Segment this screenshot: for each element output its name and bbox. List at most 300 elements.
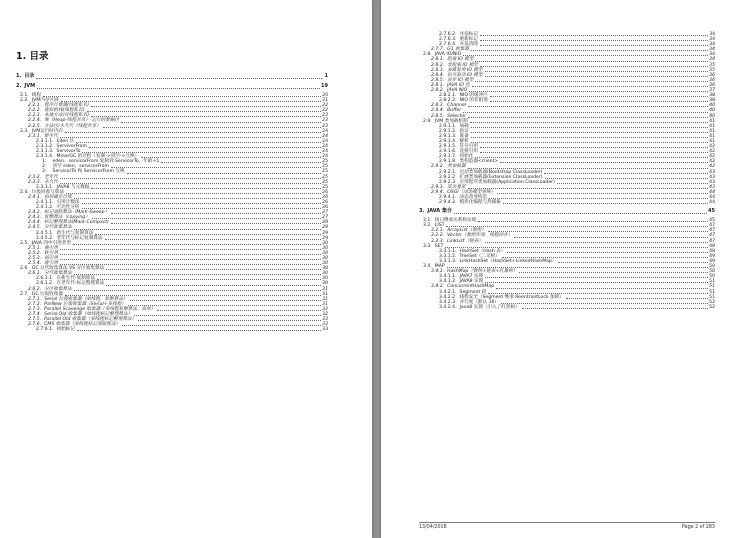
- toc-dot-leader: [91, 116, 321, 117]
- toc-entry-number: 2.5.: [20, 240, 29, 246]
- toc-entry-number: 2.8.1.: [431, 82, 445, 88]
- toc-dot-leader: [111, 213, 321, 214]
- toc-entry-title: 动态改变构造: [459, 195, 488, 200]
- toc-entry-title: 初始标记: [56, 327, 75, 333]
- toc-entry-page: 34: [709, 47, 715, 53]
- toc-dot-leader: [469, 91, 708, 92]
- toc-entry-page: 42: [709, 154, 715, 160]
- toc-entry-title: 并发清除: [459, 42, 478, 48]
- toc-entry-page: 49: [709, 258, 715, 264]
- toc-dot-leader: [480, 35, 708, 36]
- toc-dot-leader: [485, 282, 708, 283]
- toc-entry-number: 2.8.2.2.: [439, 98, 457, 104]
- toc-entry-page: 30: [322, 281, 328, 287]
- toc-entry-page: 51: [709, 294, 715, 300]
- toc-entry-number: 2.9.2.2.: [439, 174, 457, 180]
- toc-entry-title: 强引用: [44, 245, 58, 251]
- toc-dot-leader: [471, 132, 708, 133]
- toc-entry-page: 41: [709, 133, 715, 139]
- toc-dot-leader: [76, 142, 321, 143]
- toc-entry-page: 30: [322, 245, 328, 251]
- toc-entry-title: Java8 实现（引入了红黑树）: [459, 304, 520, 310]
- toc-dot-leader: [480, 152, 708, 153]
- toc-dot-leader: [475, 61, 708, 62]
- toc-entry-number: 2.3.1.: [28, 133, 42, 139]
- toc-entry-number: 2.8.4.: [431, 72, 445, 78]
- toc-dot-leader: [496, 288, 708, 289]
- toc-entry-title: JAVA8 与元数据: [56, 184, 90, 190]
- toc-dot-leader: [503, 203, 708, 204]
- toc-entry-page: 31: [322, 286, 328, 292]
- toc-entry-page: 30: [322, 271, 328, 277]
- toc-entry-page: 24: [322, 154, 328, 160]
- toc-entry-page: 30: [322, 240, 328, 246]
- toc-dot-leader: [82, 152, 321, 153]
- toc-entry-number: 2.9.2.: [431, 164, 445, 170]
- toc-entry-number: 2.8.3.: [431, 103, 445, 109]
- toc-entry-page: 25: [322, 159, 328, 165]
- toc-entry-number: 2.7.2.: [28, 301, 42, 307]
- toc-dot-leader: [485, 76, 709, 77]
- toc-entry-page: 24: [322, 133, 328, 139]
- toc-entry-title: 老年代: [44, 174, 58, 180]
- toc-entry-number: 2.8.2.: [431, 62, 445, 68]
- toc-entry-number: 2.9.: [423, 118, 432, 124]
- toc-entry-page: 20: [322, 93, 328, 98]
- toc-entry-number: 2.9.1.3.: [439, 133, 457, 139]
- toc-dot-leader: [74, 198, 321, 199]
- toc-dot-leader: [514, 237, 708, 238]
- toc-entry-title: 扩展类加载器(Extension ClassLoader): [459, 174, 543, 180]
- toc-entry[interactable]: [16, 83, 328, 90]
- toc-dot-leader: [502, 257, 709, 258]
- toc-entry-title: 在老年代-标记整理算法: [56, 281, 105, 287]
- toc-entry-number: 2.2.2.: [28, 108, 42, 114]
- toc-entry-number: 2.7.: [20, 291, 29, 297]
- toc-entry-page: 42: [709, 164, 715, 170]
- toc-entry-title: Serial Old 收集器（单线程标记整理算法）: [44, 312, 133, 318]
- toc-entry-title: ConcurrentHashMap: [447, 284, 495, 290]
- toc-entry-page: 43: [709, 184, 715, 190]
- toc-entry-title: 类构造器<client>: [459, 159, 499, 165]
- toc-entry-page: 41: [709, 138, 715, 144]
- toc-entry-page: 23: [322, 118, 328, 124]
- toc-dot-leader: [60, 254, 321, 255]
- toc-entry-page: 37: [709, 88, 715, 94]
- toc-entry-number: 2.5.1.: [28, 245, 42, 251]
- toc-entry-title: 虚引用: [44, 261, 58, 267]
- toc-list-left: [16, 70, 328, 332]
- toc-entry-title: JAVA8 实现: [459, 279, 484, 285]
- toc-dot-leader: [65, 132, 321, 133]
- toc-entry-title: 加载: [459, 123, 469, 129]
- toc-dot-leader: [545, 178, 709, 179]
- toc-entry-number: 2.8.5.: [431, 113, 445, 119]
- toc-entry-page: 52: [709, 304, 715, 310]
- toc-entry-number: 2：: [42, 164, 50, 170]
- toc-entry-page: 44: [709, 200, 715, 206]
- toc-dot-leader: [105, 239, 322, 240]
- toc-entry-page: 48: [709, 243, 715, 249]
- toc-entry-title: 本地方法区(线程私有): [44, 113, 90, 119]
- toc-entry-number: 3.4.2.3.: [439, 299, 457, 305]
- toc-entry-page: 30: [322, 250, 328, 256]
- toc-entry-page: 52: [709, 299, 715, 305]
- toc-entry-title: 双亲委派: [447, 184, 466, 190]
- toc-entry-number: 3.2.: [423, 223, 432, 229]
- toc-dot-leader: [485, 71, 709, 72]
- page-footer: [419, 522, 715, 530]
- toc-entry-title: 标记整理算法(Mark-Compact): [44, 220, 109, 226]
- toc-entry-page: 22: [322, 108, 328, 114]
- toc-entry-number: 2.8.3.: [431, 67, 445, 73]
- toc-entry-title: LIST: [434, 223, 445, 229]
- toc-dot-leader: [471, 137, 708, 138]
- toc-entry-page: 33: [322, 322, 328, 328]
- toc-entry-page: 25: [322, 179, 328, 185]
- toc-entry[interactable]: [16, 73, 328, 80]
- toc-dot-leader: [60, 178, 321, 179]
- toc-entry-number: 2.7.1.: [28, 296, 42, 302]
- toc-entry-page: 44: [709, 195, 715, 200]
- toc-entry-page: 29: [322, 225, 328, 231]
- toc-dot-leader: [454, 213, 707, 214]
- toc-dot-leader: [82, 208, 322, 209]
- toc-entry-title: 并发标记: [459, 32, 478, 37]
- toc-dot-leader: [463, 55, 708, 56]
- toc-entry-page: 28: [322, 220, 328, 226]
- toc-entry-page: 33: [322, 317, 328, 323]
- toc-entry-page: 19: [321, 83, 328, 89]
- toc-dot-leader: [134, 315, 321, 316]
- toc-entry-title: JAVA7 实现: [459, 274, 484, 280]
- toc-dot-leader: [128, 305, 321, 306]
- toc-entry-number: 3.2.3.: [431, 238, 445, 244]
- toc-entry-number: 2.6.1.1.: [36, 276, 54, 282]
- toc-entry-title: HashMap（数组+链表+红黑树）: [447, 269, 518, 275]
- toc-entry-title: 复制算法（copying）: [44, 215, 90, 221]
- toc-entry-title: GC 垃圾收集器: [31, 291, 63, 297]
- toc-entry-page: 51: [709, 284, 715, 290]
- toc-entry-title: 目录: [24, 73, 35, 79]
- toc-entry-page: 21: [322, 98, 328, 104]
- toc-dot-leader: [480, 147, 708, 148]
- toc-dot-leader: [161, 162, 321, 163]
- toc-entry-page: 32: [322, 312, 328, 318]
- toc-entry-title: ArrayList（数组）: [447, 228, 487, 234]
- toc-entry-number: 2.9.1.6.: [439, 149, 457, 155]
- toc-entry-title: 老年代与标记复制算法: [56, 235, 103, 241]
- toc-dot-leader: [489, 198, 708, 199]
- toc-entry-title: LinkList（链表）: [447, 238, 483, 244]
- toc-dot-leader: [447, 267, 708, 268]
- toc-entry-number: 2.9.4.1.: [439, 195, 457, 200]
- toc-entry-title: ParNew 垃圾收集器（Serial+多线程）: [44, 301, 126, 307]
- toc-dot-leader: [92, 218, 321, 219]
- toc-entry-page: 45: [709, 218, 715, 224]
- toc-entry-number: 2.7.6.3.: [439, 37, 457, 43]
- toc-entry-title: Parallel Scavenge 收集器（多线程复制算法、高效）: [44, 306, 156, 312]
- toc-dot-leader: [472, 86, 708, 87]
- toc-entry-page: 27: [322, 215, 328, 221]
- toc-entry-title: NIO 的缓冲区: [459, 93, 488, 99]
- toc-entry-title: JVM运行时内存: [31, 128, 64, 134]
- toc-dot-leader: [138, 320, 321, 321]
- toc-entry-page: 36: [709, 77, 715, 83]
- toc-entry-number: 2.9.4.: [431, 189, 445, 195]
- toc-entry-title: 可达性分析: [56, 205, 80, 211]
- toc-entry-number: 3.4.2.2.: [439, 294, 457, 300]
- toc-dot-leader: [471, 127, 708, 128]
- toc-entry-title: G1 收集器: [447, 47, 469, 53]
- toc-entry-page: 31: [322, 301, 328, 307]
- toc-entry-page: 47: [709, 238, 715, 244]
- toc-dot-leader: [36, 78, 322, 79]
- toc-dot-leader: [490, 101, 708, 102]
- toc-entry-title: 虚拟机栈(线程私有): [44, 108, 85, 114]
- toc-entry-title: eden、servicorFrom 复制到 ServicorTo，年龄+1: [52, 159, 160, 165]
- toc-entry-number: 2.7.4.: [28, 312, 42, 318]
- toc-entry-page: 38: [709, 93, 715, 99]
- toc-entry-page: 23: [322, 113, 328, 119]
- toc-entry-page: 34: [709, 52, 715, 58]
- toc-entry-title: JVM内存区域: [31, 98, 59, 104]
- toc-entry-page: 24: [322, 138, 328, 144]
- toc-dot-leader: [157, 310, 321, 311]
- toc-entry-page: 36: [709, 82, 715, 88]
- toc-dot-leader: [468, 188, 709, 189]
- toc-entry-page: 51: [709, 279, 715, 285]
- toc-entry-page: 34: [709, 32, 715, 37]
- toc-entry-number: 2.9.2.3.: [439, 179, 457, 185]
- toc-dot-leader: [475, 157, 708, 158]
- toc-entry-title: SET: [434, 243, 444, 249]
- toc-entry-number: 3.4.2.: [431, 284, 445, 290]
- toc-entry-page: 38: [709, 98, 715, 104]
- toc-entry-number: 2.4.: [20, 189, 29, 195]
- toc-entry-number: 3.4.1.: [431, 269, 445, 275]
- toc-entry-title: 初始化: [459, 154, 474, 160]
- toc-entry-number: 2.9.2.1.: [439, 169, 457, 175]
- toc-entry-number: 2.9.1.2.: [439, 128, 457, 134]
- toc-entry-title: Segment 段: [459, 289, 487, 295]
- toc-entry-number: 2.7.6.: [28, 322, 42, 328]
- toc-entry-title: 模块化编程与热插拔: [459, 200, 501, 206]
- toc-entry-page: 50: [709, 274, 715, 280]
- toc-entry-page: 42: [709, 144, 715, 150]
- toc-dot-leader: [470, 122, 708, 123]
- toc-entry-page: 35: [709, 67, 715, 73]
- toc-entry-number: 2.8.2.1.: [439, 93, 457, 99]
- toc-entry-number: 2.6.: [20, 266, 29, 272]
- toc-entry-number: 2.4.1.2.: [36, 205, 54, 211]
- toc-entry-title: Vector（数组实现、线程同步）: [447, 233, 513, 239]
- toc-entry-number: 2.9.1.4.: [439, 138, 457, 144]
- toc-entry-page: 34: [709, 37, 715, 43]
- toc-dot-leader: [497, 193, 708, 194]
- toc-dot-leader: [66, 193, 321, 194]
- toc-entry-number: 2.9.1.5.: [439, 144, 457, 150]
- toc-dot-leader: [82, 203, 322, 204]
- toc-dot-leader: [141, 157, 321, 158]
- toc-entry-number: 3.3.1.1.: [439, 248, 457, 254]
- toc-entry-number: 1.: [16, 73, 22, 79]
- toc-dot-leader: [522, 308, 709, 309]
- toc-entry-title: LinkHashSet（HashSet+LinkedHashMap）: [459, 258, 557, 264]
- toc-dot-leader: [122, 325, 321, 326]
- toc-dot-leader: [127, 173, 322, 174]
- toc-entry-title: 验证: [459, 128, 469, 134]
- toc-entry-title: 垃圾回收与算法: [31, 189, 64, 195]
- toc-entry-title: 非阻塞 IO 模型: [447, 62, 479, 68]
- toc-dot-leader: [60, 137, 321, 138]
- toc-entry-title: JAVA NIO: [447, 88, 468, 94]
- toc-entry-title: 并行度（默认 16）: [459, 299, 500, 305]
- toc-entry-page: 27: [322, 210, 328, 216]
- toc-entry-page: 23: [322, 123, 328, 129]
- toc-entry-page: 25: [322, 174, 328, 180]
- toc-dot-leader: [91, 106, 321, 107]
- toc-entry-page: 34: [709, 42, 715, 48]
- document-page-right: [381, 0, 753, 538]
- toc-dot-leader: [77, 330, 321, 331]
- toc-entry-number: 2.2.1.: [28, 103, 42, 109]
- toc-entry-title: 准备: [459, 133, 469, 139]
- toc-entry-page: 34: [709, 57, 715, 63]
- toc-entry-number: 2.7.7.: [431, 47, 445, 53]
- toc-entry-page: 47: [709, 228, 715, 234]
- toc-entry-page: 43: [709, 169, 715, 175]
- toc-entry-number: 2.6.1.2.: [36, 281, 54, 287]
- toc-entry-title: Parallel Old 收集器（多线程标记整理算法）: [44, 317, 137, 323]
- toc-entry-number: 2.1.: [20, 93, 29, 98]
- toc-entry-number: 2.7.6.4.: [439, 42, 457, 48]
- toc-entry-title: 阻塞 IO 模型: [447, 57, 474, 63]
- toc-entry-page: 42: [709, 149, 715, 155]
- toc-dot-leader: [488, 293, 708, 294]
- toc-entry-page: 25: [322, 169, 328, 175]
- toc-entry-page: 1: [324, 73, 328, 79]
- toc-dot-leader: [111, 167, 321, 168]
- toc-dot-leader: [445, 247, 708, 248]
- toc-entry-title: 标记清除算法（Mark-Sweep）: [44, 210, 110, 216]
- toc-dot-leader: [471, 50, 708, 51]
- toc-dot-leader: [485, 277, 708, 278]
- toc-entry-page: 43: [709, 179, 715, 185]
- toc-dot-leader: [468, 106, 708, 107]
- toc-entry[interactable]: [419, 200, 715, 205]
- footer-date: 13/04/2018: [419, 525, 447, 530]
- toc-entry-number: 3.: [419, 208, 425, 215]
- toc-entry-number: 2.2.4.: [28, 118, 42, 124]
- toc-entry-page: 48: [709, 248, 715, 254]
- toc-entry-page: 40: [709, 113, 715, 119]
- toc-entry-page: 31: [322, 291, 328, 297]
- toc-entry-page: 50: [709, 264, 715, 270]
- toc-entry[interactable]: [419, 208, 715, 215]
- toc-entry-title: 引用计数法: [56, 199, 80, 205]
- toc-entry-number: 2.4.2.: [28, 210, 42, 216]
- toc-dot-leader: [60, 183, 321, 184]
- toc-entry[interactable]: [16, 327, 328, 332]
- toc-entry-number: 3.2.2.: [431, 233, 445, 239]
- toc-entry-title: 永久代: [44, 179, 58, 185]
- toc-dot-leader: [488, 231, 708, 232]
- toc-dot-leader: [60, 259, 321, 260]
- toc-entry-title: TreeSet（二叉树）: [459, 253, 500, 259]
- toc-entry-title: 异步 IO 模型: [447, 77, 474, 83]
- toc-entry-page: 29: [322, 235, 328, 241]
- toc-entry-number: 2.7.6.2.: [439, 32, 457, 37]
- toc-entry-page: 41: [709, 128, 715, 134]
- toc-dot-leader: [97, 279, 321, 280]
- toc-entry-page: 41: [709, 123, 715, 129]
- toc-entry-page: 42: [709, 159, 715, 165]
- toc-entry-title: 分代收集算法: [44, 271, 72, 277]
- toc-entry-title: 应用程序类加载器(Application ClassLoader): [459, 179, 555, 185]
- toc-entry-page: 25: [322, 184, 328, 190]
- toc-entry-title: Eden 区: [56, 138, 75, 144]
- toc-entry-number: 3.3.: [423, 243, 432, 249]
- toc-entry-title: 分区收集算法: [44, 286, 72, 292]
- toc-entry-title: JAVA IO 包: [447, 82, 470, 88]
- toc-entry-number: 3.4.2.1.: [439, 289, 457, 295]
- toc-dot-leader: [544, 173, 708, 174]
- toc-entry-number: 2.3.1.2.: [36, 143, 54, 149]
- toc-dot-leader: [485, 242, 708, 243]
- toc-entry-number: 2.9.1.7.: [439, 154, 457, 160]
- toc-entry-number: 2.7.3.: [28, 306, 42, 312]
- toc-entry-number: 3.3.1.2.: [439, 253, 457, 259]
- document-page-left: [0, 0, 372, 538]
- toc-dot-leader: [111, 223, 321, 224]
- toc-dot-leader: [566, 298, 708, 299]
- toc-entry-title: MinorGC 的过程（复制->清空->互换）: [56, 154, 140, 160]
- toc-entry-title: MAP: [434, 264, 445, 270]
- toc-entry-page: 40: [709, 103, 715, 109]
- toc-entry-number: 2.7.6.1.: [36, 327, 54, 333]
- toc-entry-page: 49: [709, 253, 715, 259]
- toc-dot-leader: [519, 272, 708, 273]
- toc-entry-title: 符号引用: [459, 144, 478, 150]
- toc-dot-leader: [95, 234, 321, 235]
- toc-entry-page: 30: [322, 256, 328, 261]
- toc-entry-number: 2.2.: [20, 98, 29, 104]
- toc-entry-number: 2.4.3.: [28, 215, 42, 221]
- toc-entry-title: ServivorFrom: [56, 143, 87, 149]
- toc-entry-title: ServivorTo: [56, 149, 81, 155]
- toc-entry-title: 线程: [31, 93, 41, 98]
- toc-entry-number: 2.9.1.1.: [439, 123, 457, 129]
- toc-entry-page: 32: [322, 306, 328, 312]
- toc-entry-number: 2.4.1.1.: [36, 199, 54, 205]
- toc-list-right: [419, 32, 715, 310]
- toc-entry-title: 新生代与复制算法: [56, 230, 94, 236]
- toc-dot-leader: [468, 168, 709, 169]
- toc-entry-page: 26: [322, 194, 328, 200]
- toc-entry-title: 在新生代-复制算法: [56, 276, 95, 282]
- toc-entry-page: 51: [709, 289, 715, 295]
- toc-entry-title: 分代收集算法: [44, 225, 72, 231]
- toc-dot-leader: [480, 40, 708, 41]
- toc-entry-title: ServicorTo 和 ServicorFrom 互换: [52, 169, 125, 175]
- toc-dot-leader: [87, 111, 322, 112]
- toc-entry-number: 3：: [42, 169, 50, 175]
- toc-entry[interactable]: [419, 305, 715, 310]
- toc-entry-page: 41: [709, 118, 715, 124]
- toc-entry-number: 2.8.2.: [431, 88, 445, 94]
- toc-entry-title: 弱引用: [44, 256, 58, 261]
